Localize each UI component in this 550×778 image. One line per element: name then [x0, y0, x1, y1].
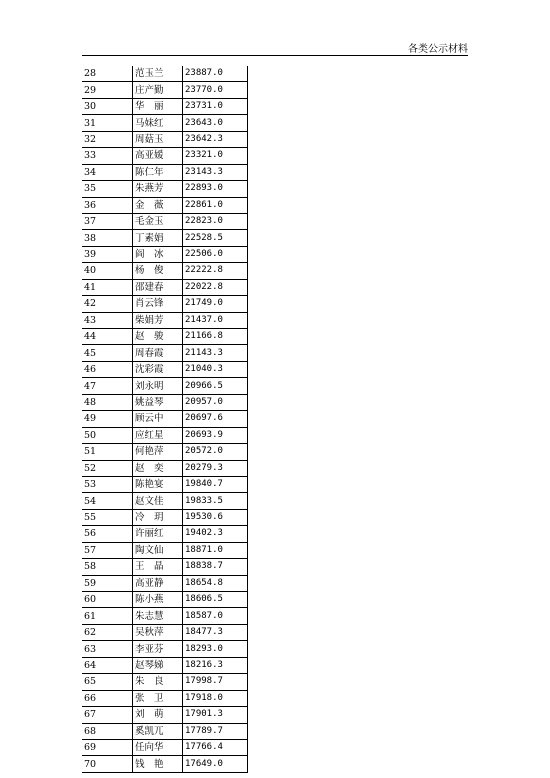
table-row: [82, 213, 248, 229]
row-number: 60: [82, 592, 133, 608]
row-amount: 18216.3: [183, 657, 248, 673]
row-name: 奚凯兀: [133, 723, 183, 739]
row-name: 沈彩霞: [133, 361, 183, 377]
table-row: [82, 230, 248, 246]
table-row: [82, 394, 248, 410]
row-name: 马妹红: [133, 115, 183, 131]
table-row: [82, 444, 248, 460]
table-row: [82, 345, 248, 361]
row-number: 66: [82, 690, 133, 706]
row-amount: 20957.0: [183, 394, 248, 410]
row-number: 36: [82, 197, 133, 213]
row-name: 姚益琴: [133, 394, 183, 410]
row-name: 陶文仙: [133, 542, 183, 558]
table-row: [82, 624, 248, 640]
row-name: 许丽红: [133, 526, 183, 542]
row-name: 陈艳宴: [133, 476, 183, 492]
row-name: 邵建春: [133, 279, 183, 295]
row-number: 37: [82, 213, 133, 229]
row-amount: 19402.3: [183, 526, 248, 542]
table-row: [82, 756, 248, 772]
table-row: [82, 690, 248, 706]
row-number: 64: [82, 657, 133, 673]
row-number: 44: [82, 329, 133, 345]
row-amount: 18654.8: [183, 575, 248, 591]
table-row: [82, 263, 248, 279]
row-number: 67: [82, 707, 133, 723]
row-number: 54: [82, 493, 133, 509]
row-number: 47: [82, 378, 133, 394]
row-amount: 20279.3: [183, 460, 248, 476]
row-number: 35: [82, 181, 133, 197]
row-number: 65: [82, 674, 133, 690]
page-header-title: 各类公示材料: [408, 44, 468, 55]
table-row: [82, 246, 248, 262]
table-row: [82, 312, 248, 328]
row-number: 46: [82, 361, 133, 377]
row-name: 陈仁年: [133, 164, 183, 180]
row-number: 42: [82, 296, 133, 312]
row-number: 59: [82, 575, 133, 591]
row-amount: 21143.3: [183, 345, 248, 361]
row-amount: 23887.0: [183, 66, 248, 82]
row-amount: 23642.3: [183, 131, 248, 147]
row-number: 68: [82, 723, 133, 739]
row-number: 32: [82, 131, 133, 147]
row-number: 48: [82, 394, 133, 410]
row-name: 顾云中: [133, 411, 183, 427]
row-name: 张 卫: [133, 690, 183, 706]
table-row: [82, 739, 248, 755]
row-number: 55: [82, 509, 133, 525]
row-name: 丁素娟: [133, 230, 183, 246]
row-amount: 21437.0: [183, 312, 248, 328]
row-amount: 21166.8: [183, 329, 248, 345]
row-number: 45: [82, 345, 133, 361]
row-amount: 21040.3: [183, 361, 248, 377]
table-row: [82, 148, 248, 164]
row-amount: 20697.6: [183, 411, 248, 427]
table-row: [82, 674, 248, 690]
row-number: 70: [82, 756, 133, 772]
table-row: [82, 542, 248, 558]
row-amount: 18587.0: [183, 608, 248, 624]
row-name: 应红星: [133, 427, 183, 443]
row-number: 62: [82, 624, 133, 640]
row-name: 钱 艳: [133, 756, 183, 772]
row-amount: 18477.3: [183, 624, 248, 640]
row-number: 63: [82, 641, 133, 657]
row-amount: 18871.0: [183, 542, 248, 558]
row-amount: 22861.0: [183, 197, 248, 213]
row-number: 40: [82, 263, 133, 279]
table-row: [82, 66, 248, 82]
row-amount: 18293.0: [183, 641, 248, 657]
table-row: [82, 460, 248, 476]
row-amount: 22823.0: [183, 213, 248, 229]
row-name: 赵 奕: [133, 460, 183, 476]
row-number: 56: [82, 526, 133, 542]
row-number: 38: [82, 230, 133, 246]
table-row: [82, 329, 248, 345]
row-amount: 17901.3: [183, 707, 248, 723]
table-row: [82, 361, 248, 377]
row-amount: 20572.0: [183, 444, 248, 460]
table-row: [82, 723, 248, 739]
table-row: [82, 657, 248, 673]
row-amount: 21749.0: [183, 296, 248, 312]
table-row: [82, 559, 248, 575]
row-amount: 18606.5: [183, 592, 248, 608]
row-amount: 23643.0: [183, 115, 248, 131]
row-number: 51: [82, 444, 133, 460]
row-number: 29: [82, 82, 133, 98]
table-row: [82, 115, 248, 131]
table-row: [82, 608, 248, 624]
table-row: [82, 707, 248, 723]
row-number: 43: [82, 312, 133, 328]
table-row: [82, 82, 248, 98]
table-row: [82, 592, 248, 608]
row-name: 刘 萌: [133, 707, 183, 723]
row-name: 何艳萍: [133, 444, 183, 460]
row-number: 34: [82, 164, 133, 180]
table-row: [82, 575, 248, 591]
row-number: 53: [82, 476, 133, 492]
row-number: 50: [82, 427, 133, 443]
row-name: 赵 骏: [133, 329, 183, 345]
row-name: 肖云锋: [133, 296, 183, 312]
header-divider: [82, 55, 468, 56]
row-number: 49: [82, 411, 133, 427]
row-amount: 17649.0: [183, 756, 248, 772]
row-amount: 20693.9: [183, 427, 248, 443]
row-number: 39: [82, 246, 133, 262]
table-row: [82, 476, 248, 492]
table-row: [82, 509, 248, 525]
table-row: [82, 197, 248, 213]
recipient-table: [82, 66, 248, 773]
row-name: 范玉兰: [133, 66, 183, 82]
row-name: 王 晶: [133, 559, 183, 575]
row-name: 阎 冰: [133, 246, 183, 262]
row-name: 陈小燕: [133, 592, 183, 608]
table-row: [82, 98, 248, 114]
table-row: [82, 296, 248, 312]
row-number: 69: [82, 739, 133, 755]
row-amount: 17998.7: [183, 674, 248, 690]
table-row: [82, 411, 248, 427]
row-name: 刘永明: [133, 378, 183, 394]
row-amount: 17918.0: [183, 690, 248, 706]
row-amount: 19840.7: [183, 476, 248, 492]
row-name: 高亚媛: [133, 148, 183, 164]
row-amount: 19530.6: [183, 509, 248, 525]
table-row: [82, 641, 248, 657]
row-number: 30: [82, 98, 133, 114]
row-amount: 22022.8: [183, 279, 248, 295]
table-row: [82, 378, 248, 394]
row-amount: 19833.5: [183, 493, 248, 509]
row-name: 周春霞: [133, 345, 183, 361]
table-row: [82, 131, 248, 147]
row-name: 吴秋萍: [133, 624, 183, 640]
row-amount: 17766.4: [183, 739, 248, 755]
table-row: [82, 164, 248, 180]
table-row: [82, 181, 248, 197]
row-number: 61: [82, 608, 133, 624]
row-amount: 22506.0: [183, 246, 248, 262]
row-name: 赵琴娣: [133, 657, 183, 673]
row-number: 58: [82, 559, 133, 575]
table-row: [82, 526, 248, 542]
row-number: 33: [82, 148, 133, 164]
row-number: 57: [82, 542, 133, 558]
row-name: 华 丽: [133, 98, 183, 114]
row-number: 52: [82, 460, 133, 476]
row-name: 高亚静: [133, 575, 183, 591]
row-amount: 18838.7: [183, 559, 248, 575]
table-row: [82, 427, 248, 443]
row-amount: 23731.0: [183, 98, 248, 114]
row-amount: 22893.0: [183, 181, 248, 197]
row-amount: 17789.7: [183, 723, 248, 739]
row-number: 28: [82, 66, 133, 82]
row-name: 冷 玥: [133, 509, 183, 525]
row-name: 朱志慧: [133, 608, 183, 624]
row-number: 31: [82, 115, 133, 131]
row-name: 周菇玉: [133, 131, 183, 147]
row-name: 朱 良: [133, 674, 183, 690]
row-name: 杨 俊: [133, 263, 183, 279]
row-name: 庄产勤: [133, 82, 183, 98]
row-name: 李亚芬: [133, 641, 183, 657]
row-name: 柴娟芳: [133, 312, 183, 328]
row-name: 朱燕芳: [133, 181, 183, 197]
row-name: 赵文佳: [133, 493, 183, 509]
row-number: 41: [82, 279, 133, 295]
row-amount: 22528.5: [183, 230, 248, 246]
row-amount: 22222.8: [183, 263, 248, 279]
row-name: 毛金玉: [133, 213, 183, 229]
row-name: 金 薇: [133, 197, 183, 213]
row-amount: 20966.5: [183, 378, 248, 394]
row-amount: 23321.0: [183, 148, 248, 164]
row-name: 任向华: [133, 739, 183, 755]
table-row: [82, 493, 248, 509]
row-amount: 23143.3: [183, 164, 248, 180]
table-row: [82, 279, 248, 295]
row-amount: 23770.0: [183, 82, 248, 98]
